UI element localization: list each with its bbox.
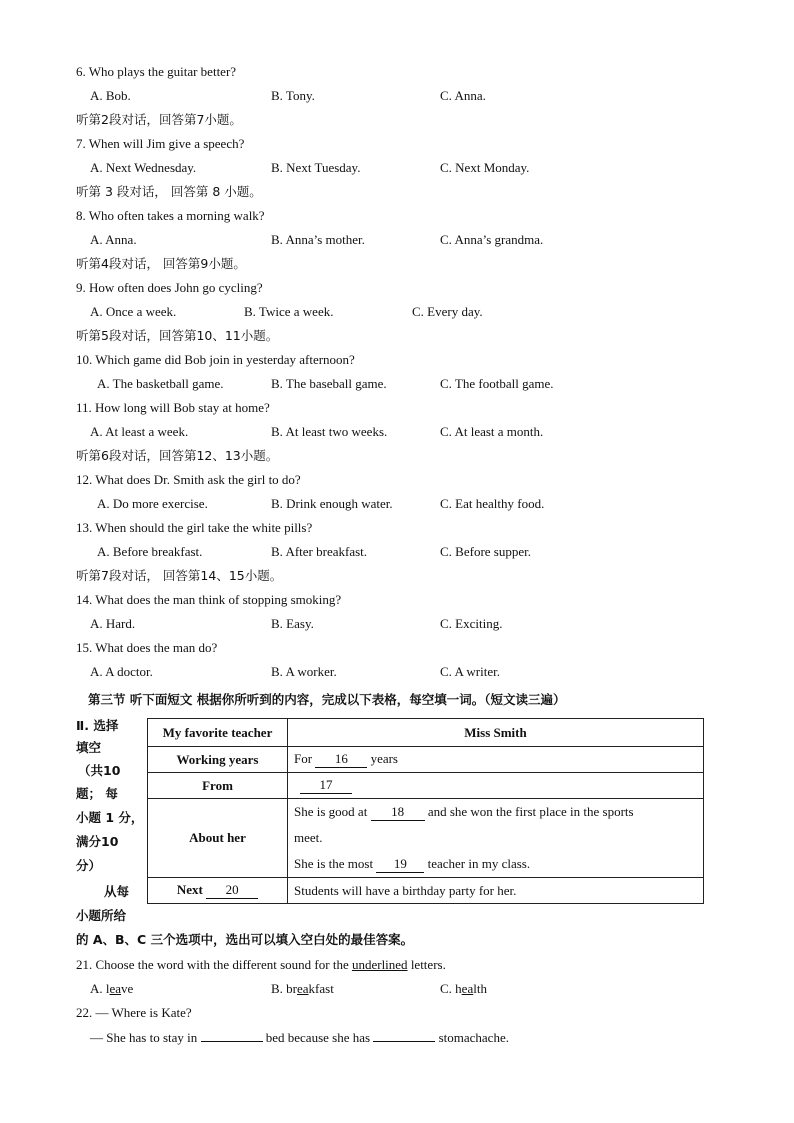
q14-option-a: A. Hard. [90,616,136,631]
question-10: 10. Which game did Bob join in yesterday afternoon? [76,352,355,367]
q12-option-a: A. Do more exercise. [97,496,208,511]
section-2-side-line-6: 满分10 [76,834,119,849]
blank-16: 16 [315,751,367,768]
section-2-side-line-4: 题； 每 [76,786,118,801]
question-13: 13. When should the girl take the white pills? [76,520,313,535]
row-value-about-her [288,799,704,878]
question-22: 22. — Where is Kate? [76,1005,192,1020]
table-header-label: My favorite teacher [148,719,288,747]
question-15: 15. What does the man do? [76,640,218,655]
q22-blank-2 [373,1029,435,1042]
q22-answer-line [90,1029,509,1046]
q10-option-c: C. The football game. [440,376,554,391]
table-header-value: Miss Smith [288,719,704,747]
table-header-row [148,719,704,747]
q13-option-b: B. After breakfast. [271,544,368,559]
about-line-2 [294,851,697,877]
question-14: 14. What does the man think of stopping smoking? [76,592,342,607]
table-row [148,747,704,773]
q11-option-b: B. At least two weeks. [271,424,388,439]
question-8: 8. Who often takes a morning walk? [76,208,265,223]
blank-20: 20 [206,882,258,899]
q6-option-b: B. Tony. [271,88,315,103]
question-21 [76,957,446,973]
blank-19: 19 [376,856,424,873]
section-2-side-line-2: 填空 [76,740,102,755]
q7-option-c: C. Next Monday. [440,160,530,175]
q21-text-post: letters. [410,957,446,972]
instruction-dialog-7: 听第7段对话， 回答第14、15小题。 [76,568,283,583]
table-row [148,878,704,904]
section-2-side-line-8: 从每 [104,884,130,899]
q6-option-a: A. Bob. [90,88,131,103]
instruction-dialog-3: 听第 3 段对话， 回答第 8 小题。 [76,184,262,199]
q21-option-c: C. health [440,981,487,996]
q21-text-pre: 21. Choose the word with the different sound for the [76,957,349,972]
question-9: 9. How often does John go cycling? [76,280,263,295]
q21-underlined-word: underlined [351,957,408,972]
q22-text-a: — She has to stay in [90,1030,198,1045]
instruction-dialog-6: 听第6段对话，回答第12、13小题。 [76,448,279,463]
section-2-side-line-1: Ⅱ. 选择 [76,718,119,733]
q9-option-c: C. Every day. [412,304,483,319]
section-2-side-line-3: （共10 [78,763,121,778]
row-value-from [288,773,704,799]
q9-option-b: B. Twice a week. [244,304,334,319]
q10-option-a: A. The basketball game. [97,376,224,391]
q14-option-b: B. Easy. [271,616,314,631]
q15-option-c: C. A writer. [440,664,500,679]
about-line-2-post: teacher in my class. [427,856,531,871]
row-label-next [148,878,288,904]
question-12: 12. What does Dr. Smith ask the girl to do? [76,472,301,487]
q7-option-a: A. Next Wednesday. [90,160,197,175]
table-row [148,773,704,799]
q14-option-c: C. Exciting. [440,616,503,631]
q21-option-a: A. leave [90,981,134,996]
section-2-side-line-5: 小题 1 分， [76,810,144,825]
q15-option-a: A. A doctor. [90,664,153,679]
about-line-1-post: and she won the first place in the sports [427,804,634,819]
blank-17: 17 [300,777,352,794]
q8-option-b: B. Anna’s mother. [271,232,365,247]
q13-option-c: C. Before supper. [440,544,531,559]
q6-option-c: C. Anna. [440,88,486,103]
question-6: 6. Who plays the guitar better? [76,64,237,79]
q12-option-c: C. Eat healthy food. [440,496,545,511]
q22-text-b: bed because she has [265,1030,371,1045]
section-2-instruction: 的 A、B、C 三个选项中，选出可以填入空白处的最佳答案。 [76,932,414,947]
row-value-next: Students will have a birthday party for her. [288,878,704,904]
q8-option-a: A. Anna. [90,232,137,247]
question-7: 7. When will Jim give a speech? [76,136,245,151]
instruction-dialog-4: 听第4段对话， 回答第9小题。 [76,256,246,271]
row-label-from: From [148,773,288,799]
section-3-heading: 第三节 听下面短文 根据你所听到的内容，完成以下表格，每空填一词。（短文读三遍） [88,692,566,707]
q9-option-a: A. Once a week. [90,304,177,319]
blank-18: 18 [371,804,425,821]
row-label-working-years: Working years [148,747,288,773]
for-text: For [294,751,313,766]
teacher-table [147,718,704,904]
about-line-1-pre: She is good at [294,804,368,819]
q12-option-b: B. Drink enough water. [271,496,393,511]
about-line-2-pre: She is the most [294,856,374,871]
next-text: Next [176,882,203,897]
q8-option-c: C. Anna’s grandma. [440,232,544,247]
q11-option-a: A. At least a week. [90,424,189,439]
table-row [148,799,704,878]
instruction-dialog-5: 听第5段对话，回答第10、11小题。 [76,328,279,343]
q21-option-b: B. breakfast [271,981,334,996]
instruction-dialog-2: 听第2段对话，回答第7小题。 [76,112,242,127]
about-line-1-cont: meet. [294,830,323,845]
about-line-1 [294,799,697,825]
section-2-side-line-9: 小题所给 [76,908,127,923]
row-label-about-her: About her [148,799,288,878]
q10-option-b: B. The baseball game. [271,376,387,391]
q22-text-c: stomachache. [438,1030,509,1045]
years-text: years [370,751,398,766]
q22-blank-1 [201,1029,263,1042]
q11-option-c: C. At least a month. [440,424,544,439]
question-11: 11. How long will Bob stay at home? [76,400,270,415]
q13-option-a: A. Before breakfast. [97,544,203,559]
q15-option-b: B. A worker. [271,664,337,679]
row-value-working-years [288,747,704,773]
q7-option-b: B. Next Tuesday. [271,160,361,175]
section-2-side-line-7: 分） [76,858,102,873]
